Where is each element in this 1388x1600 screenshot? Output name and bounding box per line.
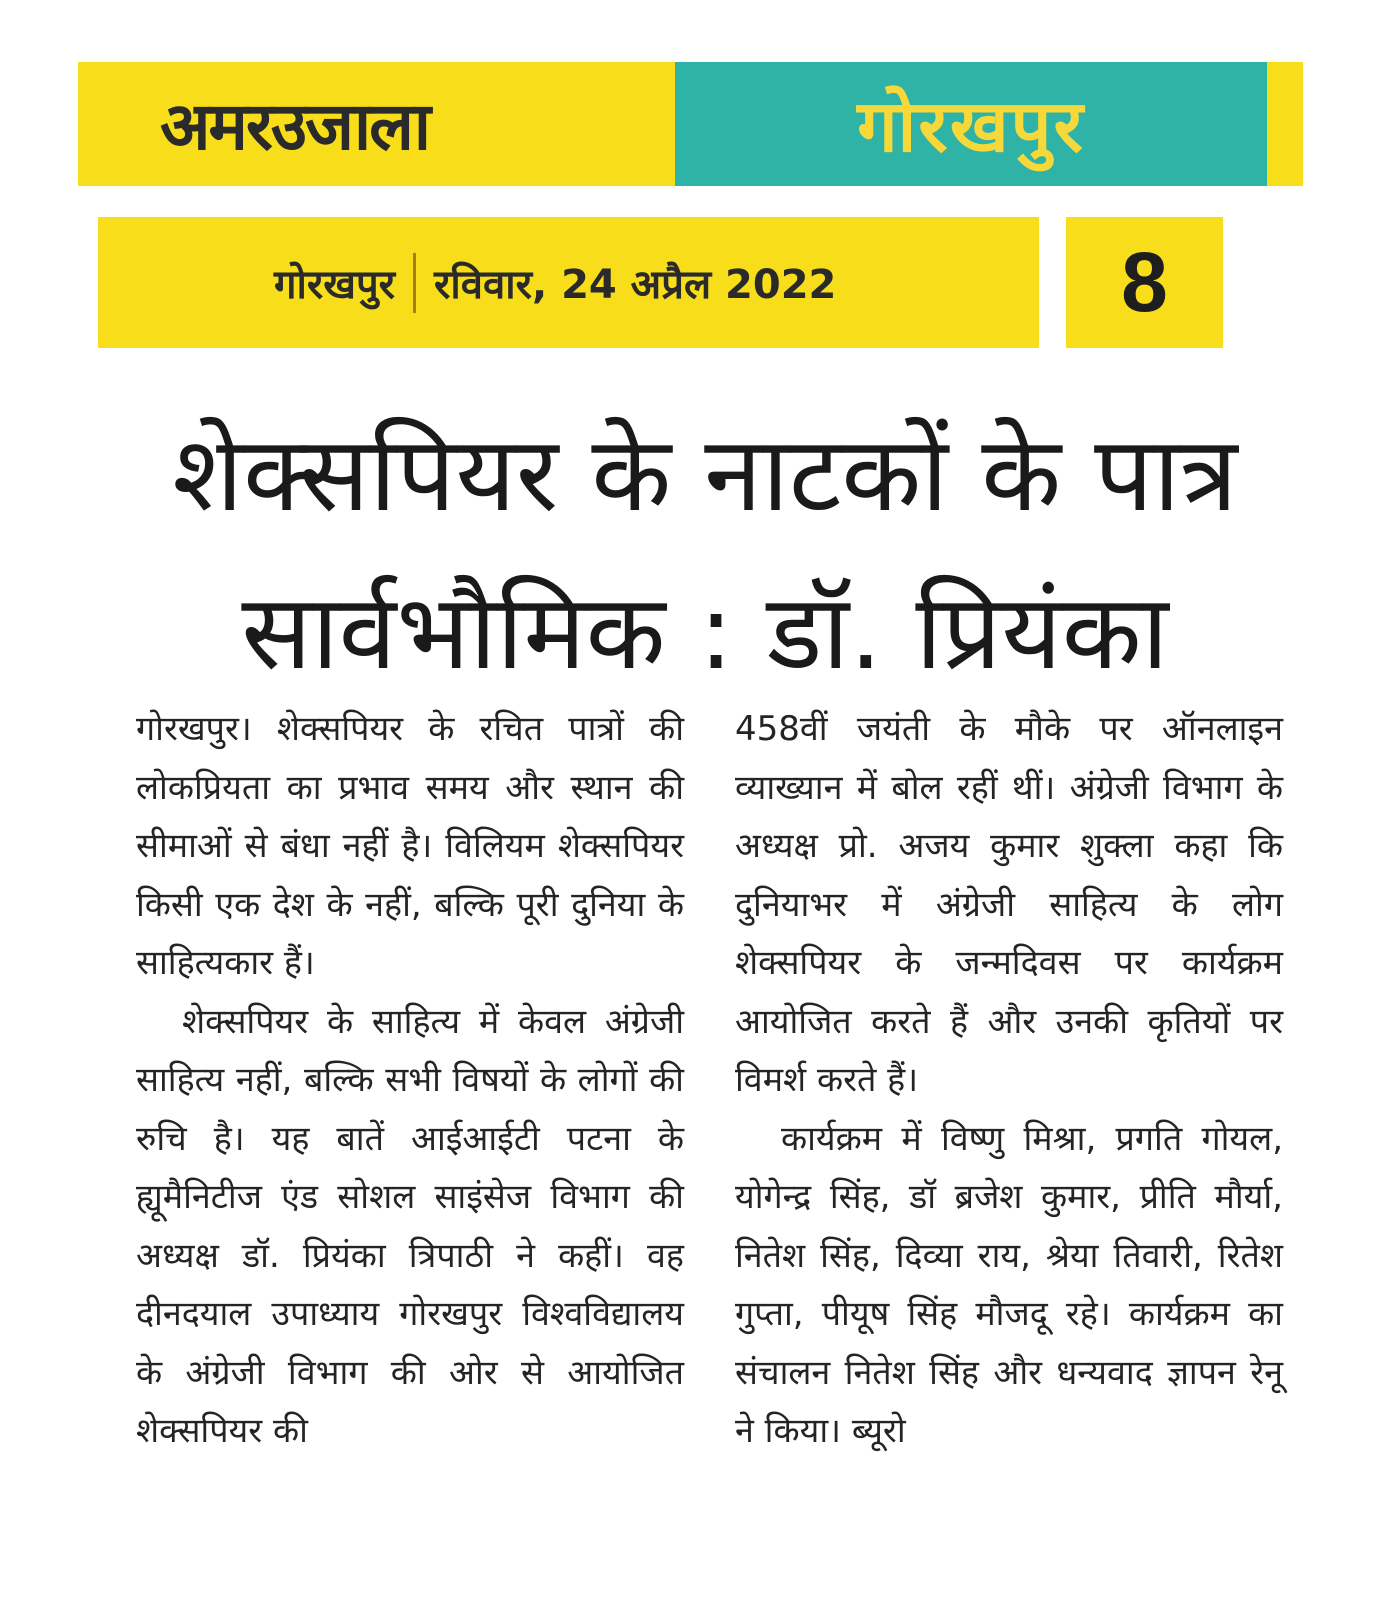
article-paragraph: गोरखपुर। शेक्सपियर के रचित पात्रों की लोकप्रियता का प्रभाव समय और स्थान की सीमाओं से बंधा नहीं है। विलियम शेक्सपियर किसी एक देश के नहीं, बल्कि पूरी दुनिया के साहित्यकार हैं।	[136, 709, 684, 983]
dateline-divider	[413, 253, 416, 313]
article-paragraph: 458वीं जयंती के मौके पर ऑनलाइन व्याख्यान में बोल रहीं थीं। अंग्रेजी विभाग के अध्यक्ष प्रो. अजय कुमार शुक्ला कहा कि दुनियाभर में अंग्रेजी साहित्य के लोग शेक्सपियर के जन्मदिवस पर कार्यक्रम आयोजित करते हैं और उनकी कृतियों पर विमर्श करते हैं।	[735, 709, 1283, 1100]
paper-logo	[78, 62, 675, 186]
page-number-box	[1066, 217, 1223, 348]
masthead	[78, 62, 1303, 186]
dateline-city: गोरखपुर	[274, 262, 396, 308]
paper-name: अमरउजाला	[160, 88, 429, 165]
edition-banner	[675, 62, 1267, 186]
dateline-bar	[98, 217, 1039, 348]
article-paragraph: शेक्सपियर के साहित्य में केवल अंग्रेजी साहित्य नहीं, बल्कि सभी विषयों के लोगों की रुचि है। यह बातें आईआईटी पटना के ह्यूमैनिटीज एंड सोशल साइंसेज विभाग की अध्यक्ष डॉ. प्रियंका त्रिपाठी ने कहीं। वह दीनदयाल उपाध्याय गोरखपुर विश्वविद्यालय के अंग्रेजी विभाग की ओर से आयोजित शेक्सपियर की	[136, 1001, 684, 1451]
headline-line-2: सार्वभौमिक : डॉ. प्रियंका	[241, 571, 1169, 693]
headline	[120, 395, 1290, 711]
article-column-1	[136, 700, 684, 1461]
headline-line-1: शेक्सपियर के नाटकों के पात्र	[172, 413, 1238, 535]
edition-name: गोरखपुर	[857, 84, 1085, 168]
dateline-date: रविवार, 24 अप्रैल 2022	[434, 262, 837, 308]
article-paragraph: कार्यक्रम में विष्णु मिश्रा, प्रगति गोयल, योगेन्द्र सिंह, डॉ ब्रजेश कुमार, प्रीति मौर्या, नितेश सिंह, दिव्या राय, श्रेया तिवारी, रितेश गुप्ता, पीयूष सिंह मौजदू रहे। कार्यक्रम का संचालन नितेश सिंह और धन्यवाद ज्ञापन रेनू ने किया। ब्यूरो	[735, 1118, 1283, 1451]
page-number: 8	[1121, 235, 1168, 329]
article-column-2	[735, 700, 1283, 1461]
